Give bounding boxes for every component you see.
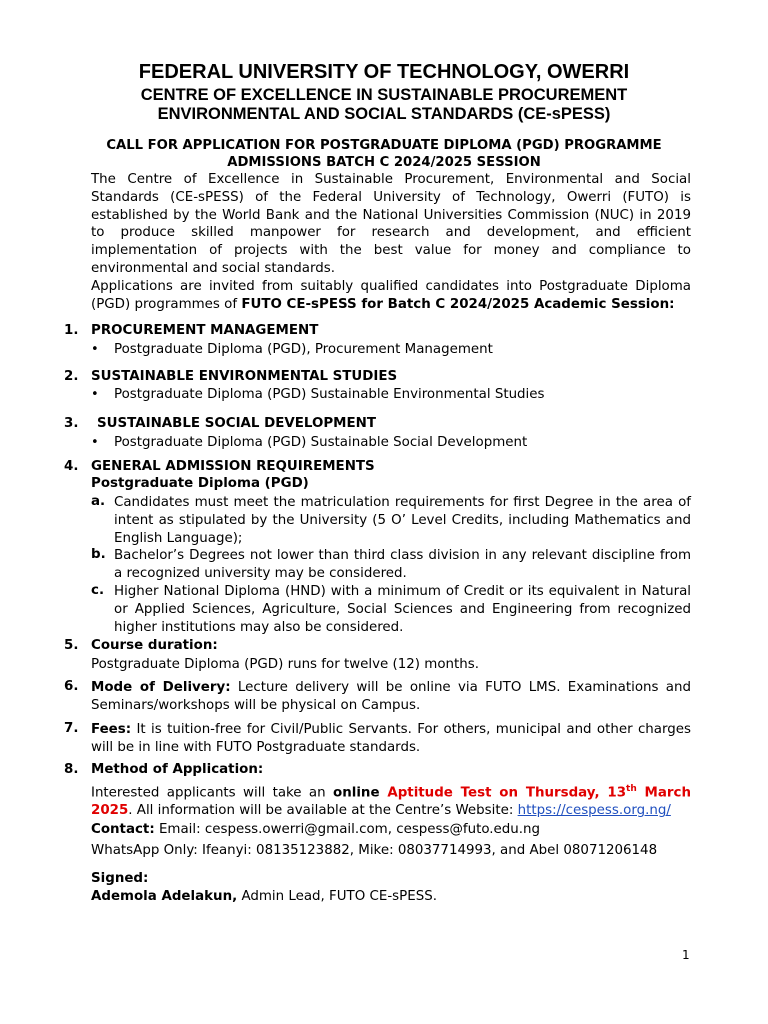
item-c-label: c. xyxy=(91,583,105,598)
bullet-icon: • xyxy=(91,387,99,402)
section-7-number: 7. xyxy=(64,721,79,736)
section-8-paragraph xyxy=(91,781,691,820)
call-title-line1: CALL FOR APPLICATION FOR POSTGRADUATE DIPLOMA (PGD) PROGRAMME xyxy=(106,138,662,153)
contact-line xyxy=(91,822,540,837)
date-suffix: th xyxy=(626,784,637,794)
section-4-subtitle: Postgraduate Diploma (PGD) xyxy=(91,476,309,491)
section-5-number: 5. xyxy=(64,638,79,653)
signatory-name: Ademola Adelakun, xyxy=(91,889,238,904)
applications-bold-text: FUTO CE-sPESS for Batch C 2024/2025 Academic Session: xyxy=(241,296,675,312)
section-6-paragraph xyxy=(91,679,691,715)
signatory-role: Admin Lead, FUTO CE-sPESS. xyxy=(237,889,437,904)
section-1-title: PROCUREMENT MANAGEMENT xyxy=(91,323,319,338)
call-title-line2: ADMISSIONS BATCH C 2024/2025 SESSION xyxy=(227,155,541,170)
section-7-title: Fees: xyxy=(91,722,132,737)
section-2-title: SUSTAINABLE ENVIRONMENTAL STUDIES xyxy=(91,369,398,384)
item-b-label: b. xyxy=(91,547,106,562)
section-5-text: Postgraduate Diploma (PGD) runs for twelve (12) months. xyxy=(91,657,479,672)
section-3-bullet: Postgraduate Diploma (PGD) Sustainable Social Development xyxy=(114,435,528,450)
section-3-number: 3. xyxy=(64,416,79,431)
section-5-title: Course duration: xyxy=(91,638,218,653)
section-7-paragraph xyxy=(91,721,691,757)
section-8-text-2: . All information will be available at the Centre’s Website: xyxy=(128,803,518,819)
section-2-bullet: Postgraduate Diploma (PGD) Sustainable Environmental Studies xyxy=(114,387,545,402)
item-b-text: Bachelor’s Degrees not lower than third class division in any relevant discipline from a recognized university may be considered. xyxy=(114,548,691,581)
section-7-text: It is tuition-free for Civil/Public Servants. For others, municipal and other charges will be in line with FUTO Postgraduate standards. xyxy=(91,722,691,755)
signatory-line xyxy=(91,889,437,904)
section-6-title: Mode of Delivery: xyxy=(91,680,231,695)
centre-title-line1: CENTRE OF EXCELLENCE IN SUSTAINABLE PROCUREMENT xyxy=(140,86,628,104)
item-c-text: Higher National Diploma (HND) with a minimum of Credit or its equivalent in Natural or Applied Sciences, Agriculture, Social Sciences and Engineering from recognized higher institutions may also be considered. xyxy=(114,584,691,635)
section-2-number: 2. xyxy=(64,369,79,384)
contact-emails: Email: cespess.owerri@gmail.com, cespess@futo.edu.ng xyxy=(154,822,541,837)
signed-label: Signed: xyxy=(91,871,149,886)
section-1-number: 1. xyxy=(64,323,79,338)
section-6-number: 6. xyxy=(64,679,79,694)
page-number: 1 xyxy=(682,948,690,962)
online-label: online xyxy=(333,785,380,801)
section-8-number: 8. xyxy=(64,762,79,777)
section-3-title: SUSTAINABLE SOCIAL DEVELOPMENT xyxy=(97,416,376,431)
section-8-title: Method of Application: xyxy=(91,762,264,777)
section-4-number: 4. xyxy=(64,459,79,474)
section-4-title: GENERAL ADMISSION REQUIREMENTS xyxy=(91,459,375,474)
aptitude-test-month: March xyxy=(636,785,691,801)
section-1-bullet: Postgraduate Diploma (PGD), Procurement Management xyxy=(114,342,493,357)
university-title: FEDERAL UNIVERSITY OF TECHNOLOGY, OWERRI xyxy=(138,61,630,83)
whatsapp-line: WhatsApp Only: Ifeanyi: 08135123882, Mike: 08037714993, and Abel 08071206148 xyxy=(91,843,658,858)
section-6-text: Lecture delivery will be online via FUTO LMS. Examinations and Seminars/workshops will be physical on Campus. xyxy=(91,680,691,713)
bullet-icon: • xyxy=(91,342,99,357)
bullet-icon: • xyxy=(91,435,99,450)
applications-paragraph xyxy=(91,278,691,314)
centre-title-line2: ENVIRONMENTAL AND SOCIAL STANDARDS (CE-sPESS) xyxy=(157,105,611,123)
section-8-text-1: Interested applicants will take an xyxy=(91,785,334,801)
applications-text: Applications are invited from suitably qualified candidates into Postgraduate Diploma (PGD) programmes of xyxy=(91,279,691,312)
item-a-text: Candidates must meet the matriculation requirements for first Degree in the area of intent as stipulated by the University (5 O’ Level Credits, including Mathematics and English Language); xyxy=(114,495,691,546)
aptitude-test-year: 2025 xyxy=(91,803,129,819)
aptitude-test-date: Aptitude Test on Thursday, 13 xyxy=(379,785,627,801)
intro-paragraph: The Centre of Excellence in Sustainable Procurement, Environmental and Social Standards (CE-sPESS) of the Federal University of Technology, Owerri (FUTO) is established by the World Bank and the National Universities Commission (NUC) in 2019 to produce skilled manpower for research and development, and efficient implementation of projects with the best value for money and compliance to environmental and social standards. xyxy=(91,172,691,276)
item-a-label: a. xyxy=(91,494,106,509)
website-link[interactable]: https://cespess.org.ng/ xyxy=(517,803,671,819)
contact-label: Contact: xyxy=(91,822,155,837)
